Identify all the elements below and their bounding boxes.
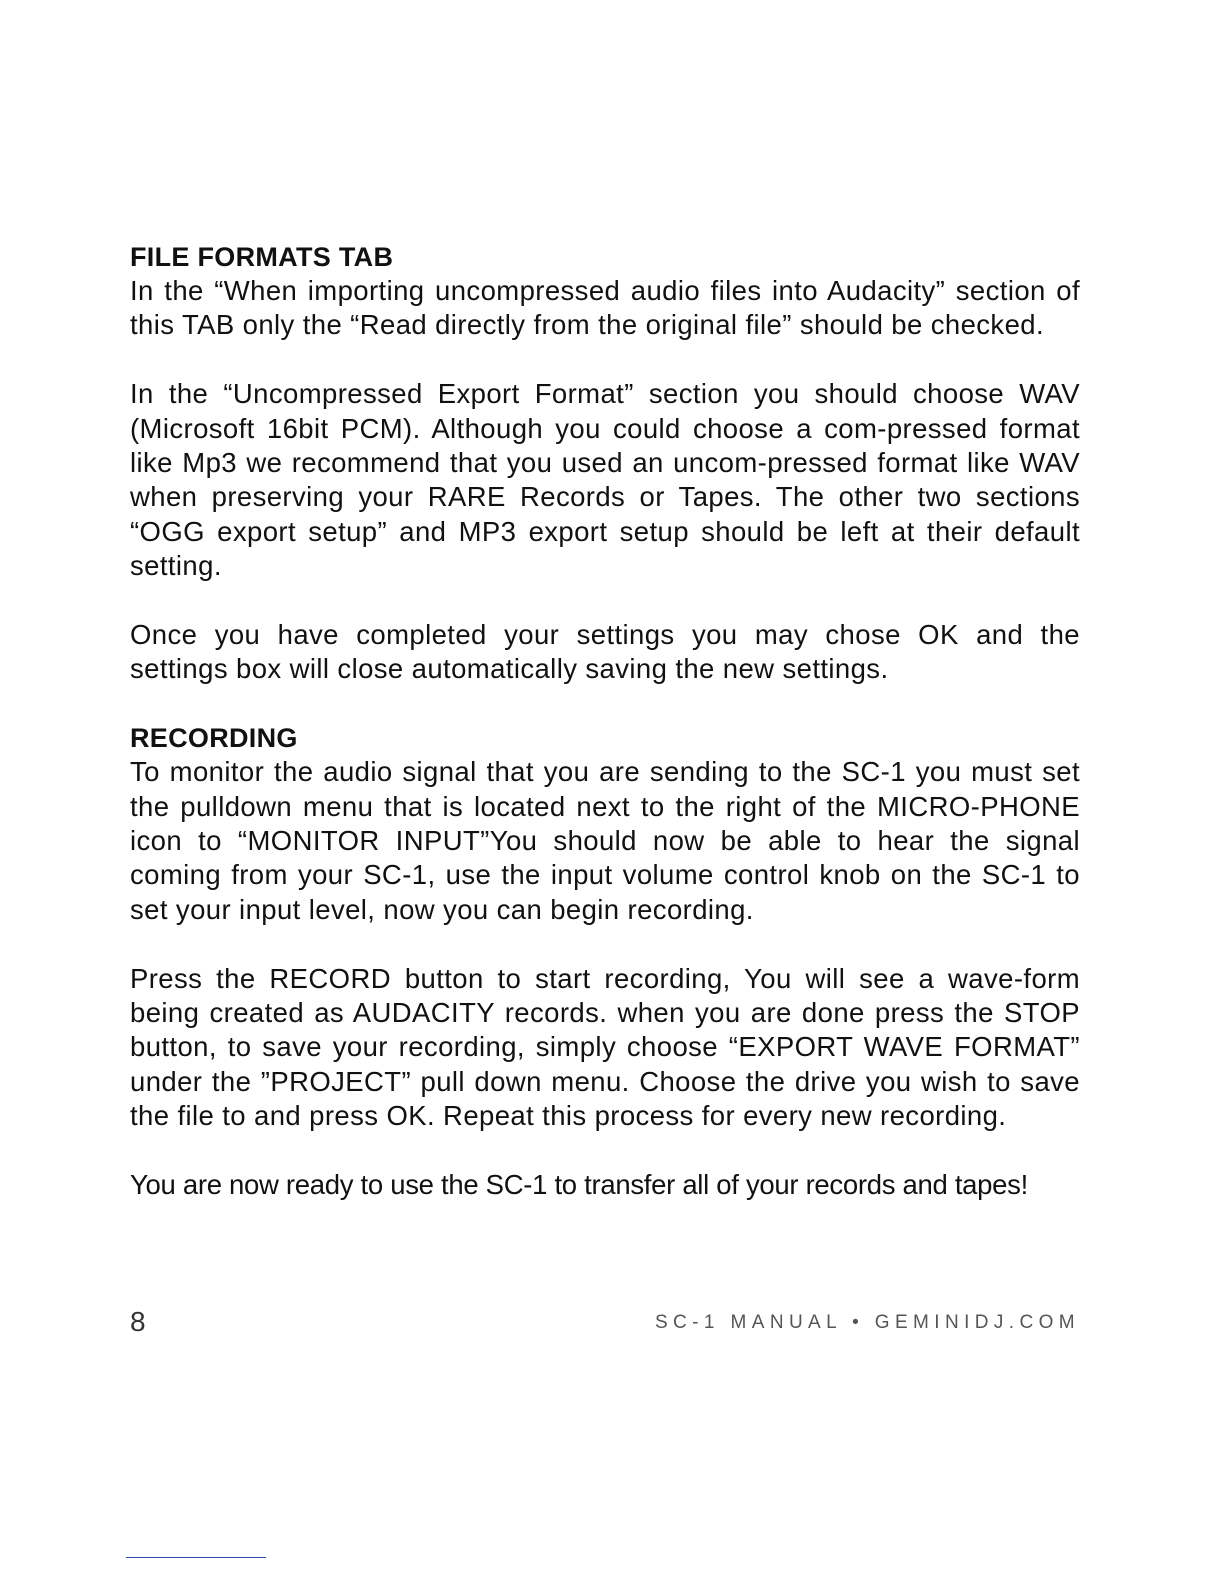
footer-title: SC-1 MANUAL • GEMINIDJ.COM	[654, 1312, 1080, 1333]
paragraph: To monitor the audio signal that you are sending to the SC-1 you must set the pulldown menu that is located next to the right of the MICRO-PHONE icon to “MONITOR INPUT”You should now be able to hear the signal coming from your SC-1, use the input volume control knob on the SC-1 to set your input level, now you can begin recording.	[130, 756, 1080, 925]
paragraph: In the “When importing uncompressed audio files into Audacity” section of this TAB only the “Read directly from the original file” should be checked.	[130, 275, 1080, 341]
section-heading-file-formats: FILE FORMATS TAB	[130, 242, 394, 272]
paragraph: You are now ready to use the SC-1 to transfer all of your records and tapes!	[130, 1169, 1028, 1201]
paragraph: In the “Uncompressed Export Format” section you should choose WAV (Microsoft 16bit PCM). Although you could choose a com-pressed format like Mp3 we recommend that you used an uncom-pressed format like WAV when preserving your RARE Records or Tapes. The other two sections “OGG export setup” and MP3 export setup should be left at their default setting.	[130, 378, 1080, 582]
paragraph: Once you have completed your settings you may chose OK and the settings box will close automatically saving the new settings.	[130, 619, 1080, 685]
page-footer	[130, 1306, 1080, 1342]
page-body	[130, 240, 1080, 1202]
paragraph: Press the RECORD button to start recording, You will see a wave-form being created as AUDACITY records. when you are done press the STOP button, to save your recording, simply choose “EXPORT WAVE FORMAT” under the ”PROJECT” pull down menu. Choose the drive you wish to save the file to and press OK. Repeat this process for every new recording.	[130, 962, 1080, 1132]
page-number: 8	[130, 1306, 146, 1337]
section-heading-recording: RECORDING	[130, 723, 298, 754]
footnote-divider	[126, 1557, 266, 1558]
